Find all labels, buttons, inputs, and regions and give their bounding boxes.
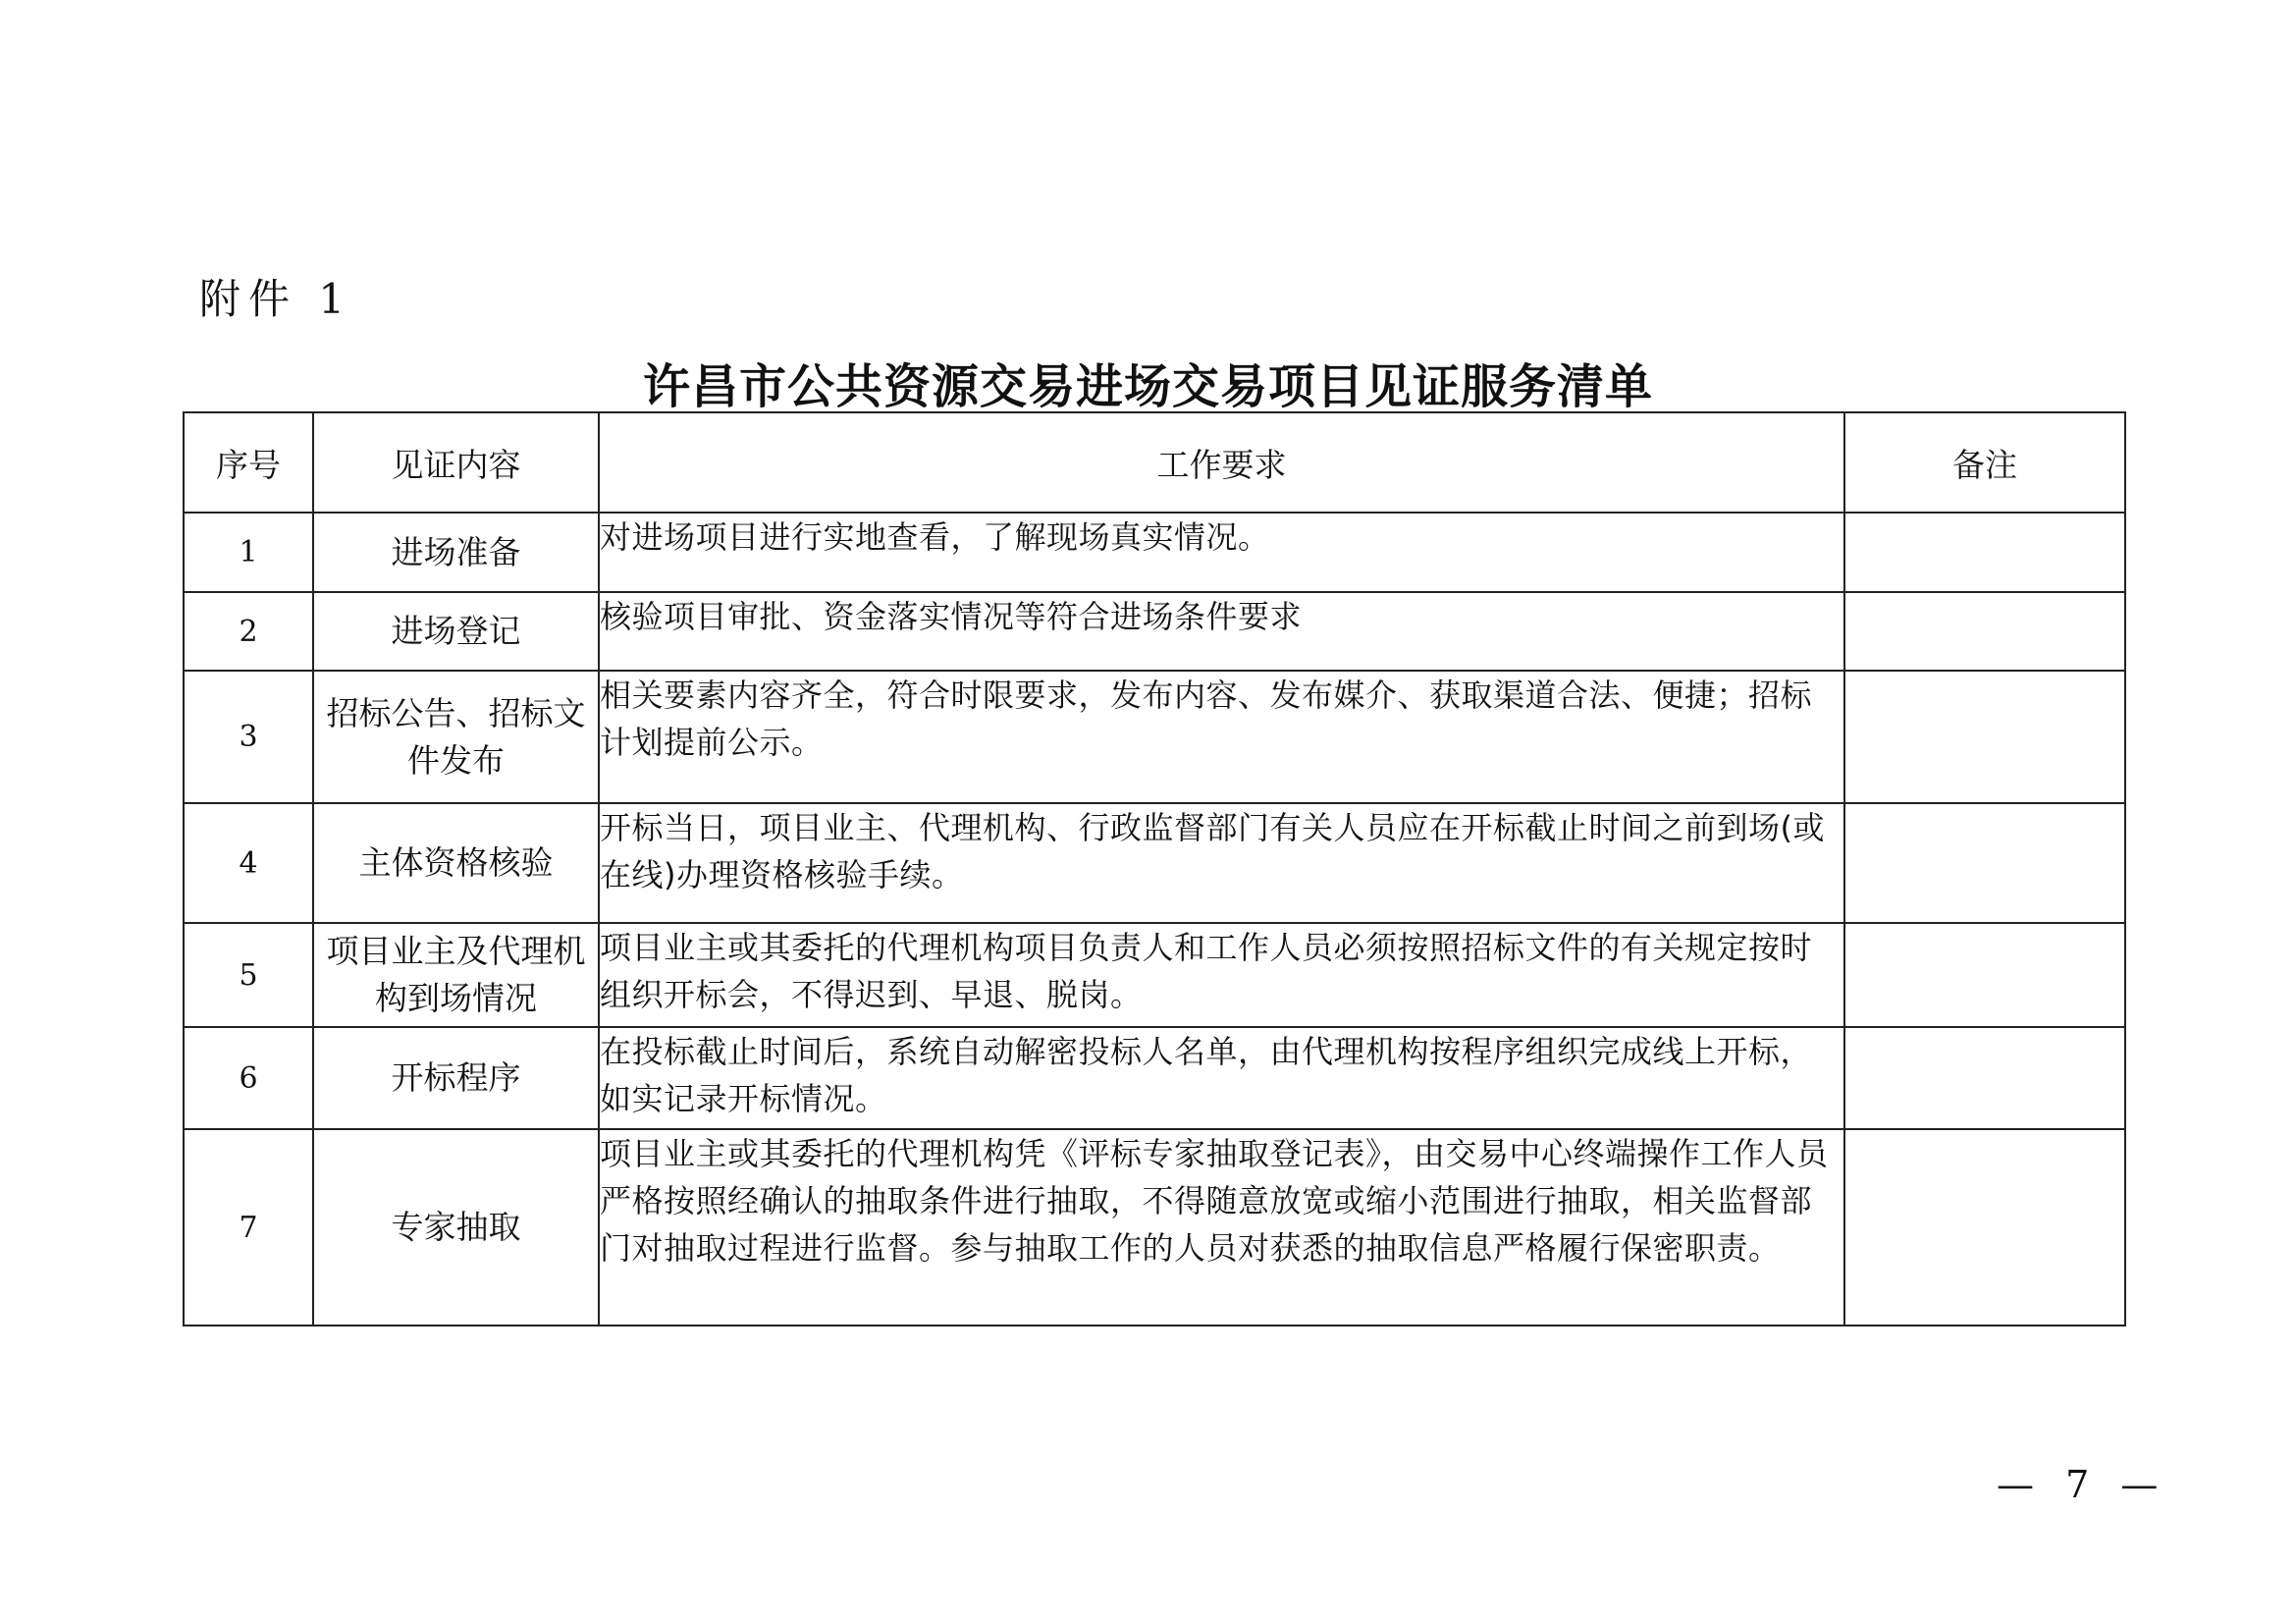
row-seq: 5 bbox=[184, 923, 313, 1027]
service-list-table bbox=[183, 411, 2126, 1326]
row-item: 招标公告、招标文件发布 bbox=[313, 671, 599, 803]
row-seq: 3 bbox=[184, 671, 313, 803]
row-seq: 4 bbox=[184, 803, 313, 923]
header-note: 备注 bbox=[1844, 412, 2125, 513]
document-title: 许昌市公共资源交易进场交易项目见证服务清单 bbox=[642, 359, 1653, 414]
header-requirement: 工作要求 bbox=[599, 412, 1844, 513]
row-note bbox=[1844, 513, 2125, 592]
header-item: 见证内容 bbox=[313, 412, 599, 513]
table-row bbox=[184, 592, 2125, 671]
row-item: 项目业主及代理机构到场情况 bbox=[313, 923, 599, 1027]
row-requirement: 相关要素内容齐全，符合时限要求，发布内容、发布媒介、获取渠道合法、便捷；招标计划提前公示。 bbox=[599, 671, 1844, 803]
row-item: 专家抽取 bbox=[313, 1129, 599, 1326]
row-requirement: 开标当日，项目业主、代理机构、行政监督部门有关人员应在开标截止时间之前到场(或在线)办理资格核验手续。 bbox=[599, 803, 1844, 923]
row-item: 进场准备 bbox=[313, 513, 599, 592]
row-requirement: 在投标截止时间后，系统自动解密投标人名单，由代理机构按程序组织完成线上开标，如实记录开标情况。 bbox=[599, 1027, 1844, 1129]
row-requirement: 项目业主或其委托的代理机构凭《评标专家抽取登记表》，由交易中心终端操作工作人员严格按照经确认的抽取条件进行抽取，不得随意放宽或缩小范围进行抽取，相关监督部门对抽取过程进行监督。参与抽取工作的人员对获悉的抽取信息严格履行保密职责。 bbox=[599, 1129, 1844, 1326]
row-item: 主体资格核验 bbox=[313, 803, 599, 923]
table-row bbox=[184, 1027, 2125, 1129]
page-number: — 7 — bbox=[1997, 1463, 2168, 1506]
attachment-label: 附件 1 bbox=[199, 275, 353, 323]
table-row bbox=[184, 671, 2125, 803]
table-row bbox=[184, 513, 2125, 592]
table-row bbox=[184, 1129, 2125, 1326]
row-seq: 1 bbox=[184, 513, 313, 592]
row-note bbox=[1844, 1027, 2125, 1129]
row-note bbox=[1844, 592, 2125, 671]
header-seq: 序号 bbox=[184, 412, 313, 513]
row-seq: 7 bbox=[184, 1129, 313, 1326]
table-row bbox=[184, 803, 2125, 923]
row-item: 进场登记 bbox=[313, 592, 599, 671]
row-note bbox=[1844, 671, 2125, 803]
row-seq: 6 bbox=[184, 1027, 313, 1129]
row-requirement: 对进场项目进行实地查看，了解现场真实情况。 bbox=[599, 513, 1844, 592]
row-note bbox=[1844, 1129, 2125, 1326]
table-header-row bbox=[184, 412, 2125, 513]
row-requirement: 核验项目审批、资金落实情况等符合进场条件要求 bbox=[599, 592, 1844, 671]
row-item: 开标程序 bbox=[313, 1027, 599, 1129]
row-requirement: 项目业主或其委托的代理机构项目负责人和工作人员必须按照招标文件的有关规定按时组织开标会，不得迟到、早退、脱岗。 bbox=[599, 923, 1844, 1027]
table-row bbox=[184, 923, 2125, 1027]
row-note bbox=[1844, 803, 2125, 923]
row-seq: 2 bbox=[184, 592, 313, 671]
row-note bbox=[1844, 923, 2125, 1027]
